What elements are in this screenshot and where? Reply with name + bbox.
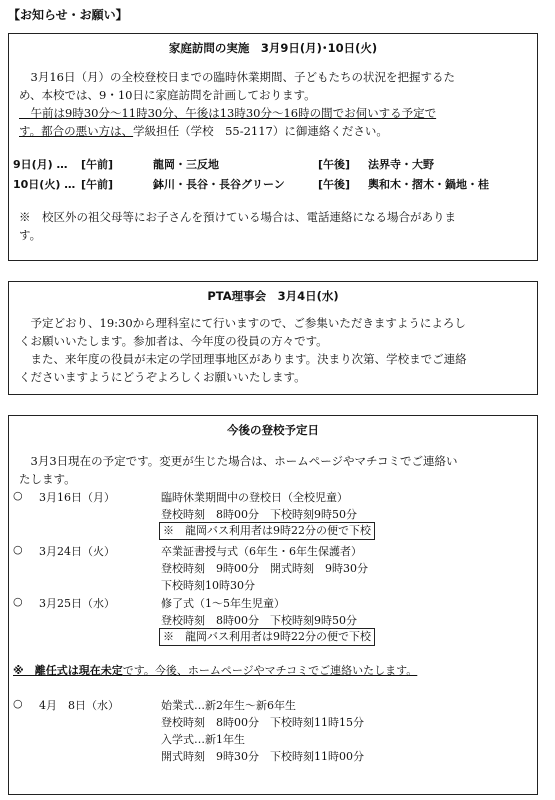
visit-row-am-label: [午前] <box>81 158 114 171</box>
schedule-item-line: 登校時刻 8時00分 下校時刻9時50分 <box>161 508 357 521</box>
schedule-item-line: 登校時刻 9時00分 開式時刻 9時30分 <box>161 562 368 575</box>
resign-note <box>13 662 417 678</box>
visit-row-am-areas: 鉢川・長谷・長谷グリーン <box>153 178 285 191</box>
visit-row-day: 9日(月) … <box>13 158 68 171</box>
home-visit-intro-line2: め、本校では、9・10日に家庭訪問を計画しております。 <box>19 88 316 102</box>
visit-row-am-label: [午前] <box>81 178 114 191</box>
visit-row-am-areas: 龍岡・三反地 <box>153 158 219 171</box>
pta-line2: くお願いいたします。参加者は、今年度の役員の方々です。 <box>19 334 328 348</box>
schedule-section <box>8 415 538 795</box>
home-visit-section <box>8 33 538 261</box>
schedule-item-mark: ○ <box>13 595 23 608</box>
schedule-item-line: 下校時刻10時30分 <box>161 579 255 592</box>
bus-note: ※ 龍岡バス利用者は9時22分の便で下校 <box>159 522 375 540</box>
schedule-item-mark: ○ <box>13 543 23 556</box>
home-visit-intro-line4b: 学級担任（学校 55-2117）に御連絡ください。 <box>133 124 388 138</box>
visit-row-pm-areas: 輿和木・摺木・鍋地・桂 <box>368 178 489 191</box>
schedule-item-line: 臨時休業期間中の登校日（全校児童） <box>161 491 348 504</box>
resign-note-rest: です。今後、ホームページやマチコミでご連絡いたします。 <box>122 664 418 677</box>
resign-note-bold: ※ 離任式は現在未定 <box>13 664 123 677</box>
home-visit-note-line2: す。 <box>19 228 42 242</box>
schedule-item-date: 4月 8日（水） <box>39 699 119 712</box>
schedule-intro <box>19 452 531 488</box>
home-visit-title: 家庭訪問の実施 3月9日(月)･10日(火) <box>168 41 378 55</box>
schedule-item-mark: ○ <box>13 697 23 710</box>
home-visit-note <box>19 208 531 244</box>
schedule-title: 今後の登校予定日 <box>227 423 319 437</box>
schedule-intro-line2: たします。 <box>19 472 76 486</box>
home-visit-intro-line1: 3月16日（月）の全校登校日までの臨時休業期間、子どもたちの状況を把握するた <box>19 70 455 84</box>
schedule-item-line: 登校時刻 8時00分 下校時刻11時15分 <box>161 716 364 729</box>
schedule-item-mark: ○ <box>13 489 23 502</box>
visit-row-pm-areas: 法界寺・大野 <box>368 158 434 171</box>
schedule-intro-line1: 3月3日現在の予定です。変更が生じた場合は、ホームページやマチコミでご連絡い <box>19 454 458 468</box>
pta-title: PTA理事会 3月4日(水) <box>207 289 339 303</box>
pta-line1: 予定どおり、19:30から理科室にて行いますので、ご参集いただきますようによろし <box>19 316 466 330</box>
home-visit-intro <box>19 68 531 140</box>
pta-line3: また、来年度の役員が未定の学団理事地区があります。決まり次第、学校までご連絡 <box>19 352 467 366</box>
pta-body <box>19 314 531 386</box>
schedule-item-date: 3月24日（火） <box>39 545 115 558</box>
schedule-item-line: 登校時刻 8時00分 下校時刻9時50分 <box>161 614 357 627</box>
visit-row-day: 10日(火) … <box>13 178 76 191</box>
schedule-item-line: 開式時刻 9時30分 下校時刻11時00分 <box>161 750 364 763</box>
bus-note: ※ 龍岡バス利用者は9時22分の便で下校 <box>159 628 375 646</box>
visit-row-pm-label: [午後] <box>318 158 351 171</box>
home-visit-note-line1: ※ 校区外の祖父母等にお子さんを預けている場合は、電話連絡になる場合がありま <box>19 210 456 224</box>
pta-section <box>8 281 538 395</box>
home-visit-intro-line3: 午前は9時30分～11時30分、午後は13時30分～16時の間でお伺いする予定で <box>19 106 437 120</box>
visit-row-pm-label: [午後] <box>318 178 351 191</box>
schedule-item-date: 3月25日（水） <box>39 597 115 610</box>
schedule-item-line: 卒業証書授与式（6年生・6年生保護者） <box>161 545 362 558</box>
schedule-item-line: 入学式…新1年生 <box>161 733 245 746</box>
pta-line4: くださいますようにどうぞよろしくお願いいたします。 <box>19 370 306 384</box>
schedule-item-line: 修了式（1～5年生児童） <box>161 597 285 610</box>
page-title: 【お知らせ・お願い】 <box>8 8 128 22</box>
schedule-item-line: 始業式…新2年生～新6年生 <box>161 699 296 712</box>
home-visit-intro-line4a: す。都合の悪い方は、 <box>19 124 134 138</box>
schedule-item-date: 3月16日（月） <box>39 491 115 504</box>
